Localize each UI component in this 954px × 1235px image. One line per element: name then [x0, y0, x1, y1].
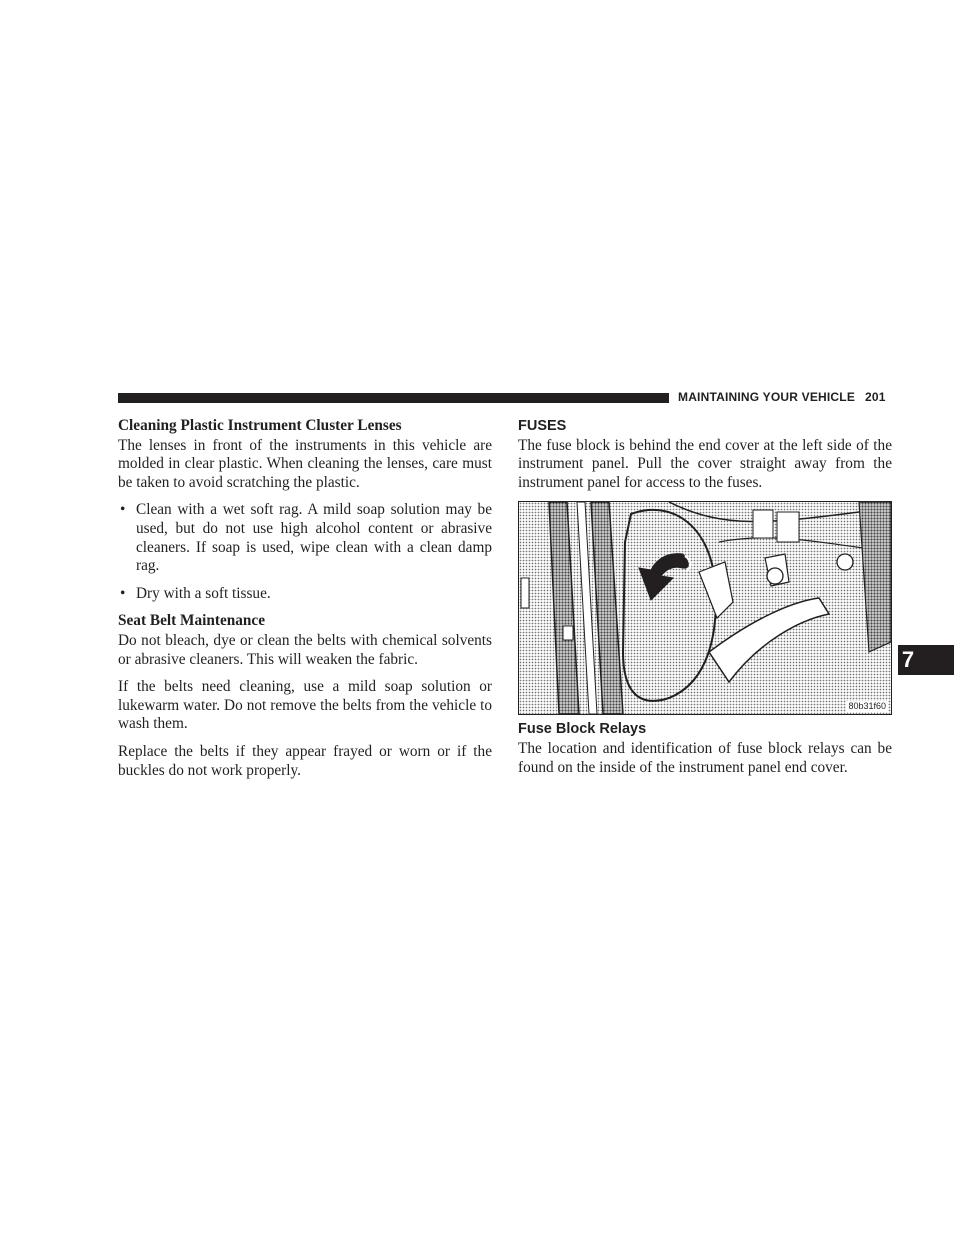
lenses-bullet-list	[118, 501, 492, 603]
seat-belt-paragraph: Replace the belts if they appear frayed or worn or if the buckles do not work properly.	[118, 742, 492, 779]
instrument-panel-drawing	[519, 502, 891, 714]
fuses-paragraph: The fuse block is behind the end cover at the left side of the instrument panel. Pull the cover straight away from the instrument panel for access to the fuses.	[518, 436, 892, 491]
right-column	[518, 417, 892, 786]
relays-paragraph: The location and identification of fuse block relays can be found on the inside of the instrument panel end cover.	[518, 739, 892, 776]
header-rule	[118, 393, 669, 403]
lenses-paragraph: The lenses in front of the instruments in this vehicle are molded in clear plastic. When cleaning the lenses, care must be taken to avoid scratching the plastic.	[118, 436, 492, 491]
relays-heading: Fuse Block Relays	[518, 721, 647, 738]
list-item: • Clean with a wet soft rag. A mild soap solution may be used, but do not use high alcohol content or abrasive cleaners. If soap is used, wipe clean with a clean damp rag.	[118, 501, 492, 575]
lenses-heading: Cleaning Plastic Instrument Cluster Lenses	[118, 417, 402, 434]
seat-belt-heading: Seat Belt Maintenance	[118, 612, 265, 630]
fuses-heading: FUSES	[518, 418, 567, 434]
chapter-number: 7	[901, 647, 915, 672]
chapter-tab	[898, 645, 954, 675]
fuse-cover-illustration	[518, 501, 892, 715]
figure-code: 80b31f60	[848, 701, 886, 712]
seat-belt-paragraph: If the belts need cleaning, use a mild soap solution or lukewarm water. Do not remove the belts from the vehicle to wash them.	[118, 678, 492, 733]
page-number: 201	[865, 390, 886, 404]
section-title: MAINTAINING YOUR VEHICLE	[678, 390, 856, 404]
list-item: • Dry with a soft tissue.	[118, 585, 492, 604]
seat-belt-paragraph: Do not bleach, dye or clean the belts with chemical solvents or abrasive cleaners. This will weaken the fabric.	[118, 631, 492, 668]
left-column	[118, 417, 492, 780]
running-header	[678, 390, 886, 404]
